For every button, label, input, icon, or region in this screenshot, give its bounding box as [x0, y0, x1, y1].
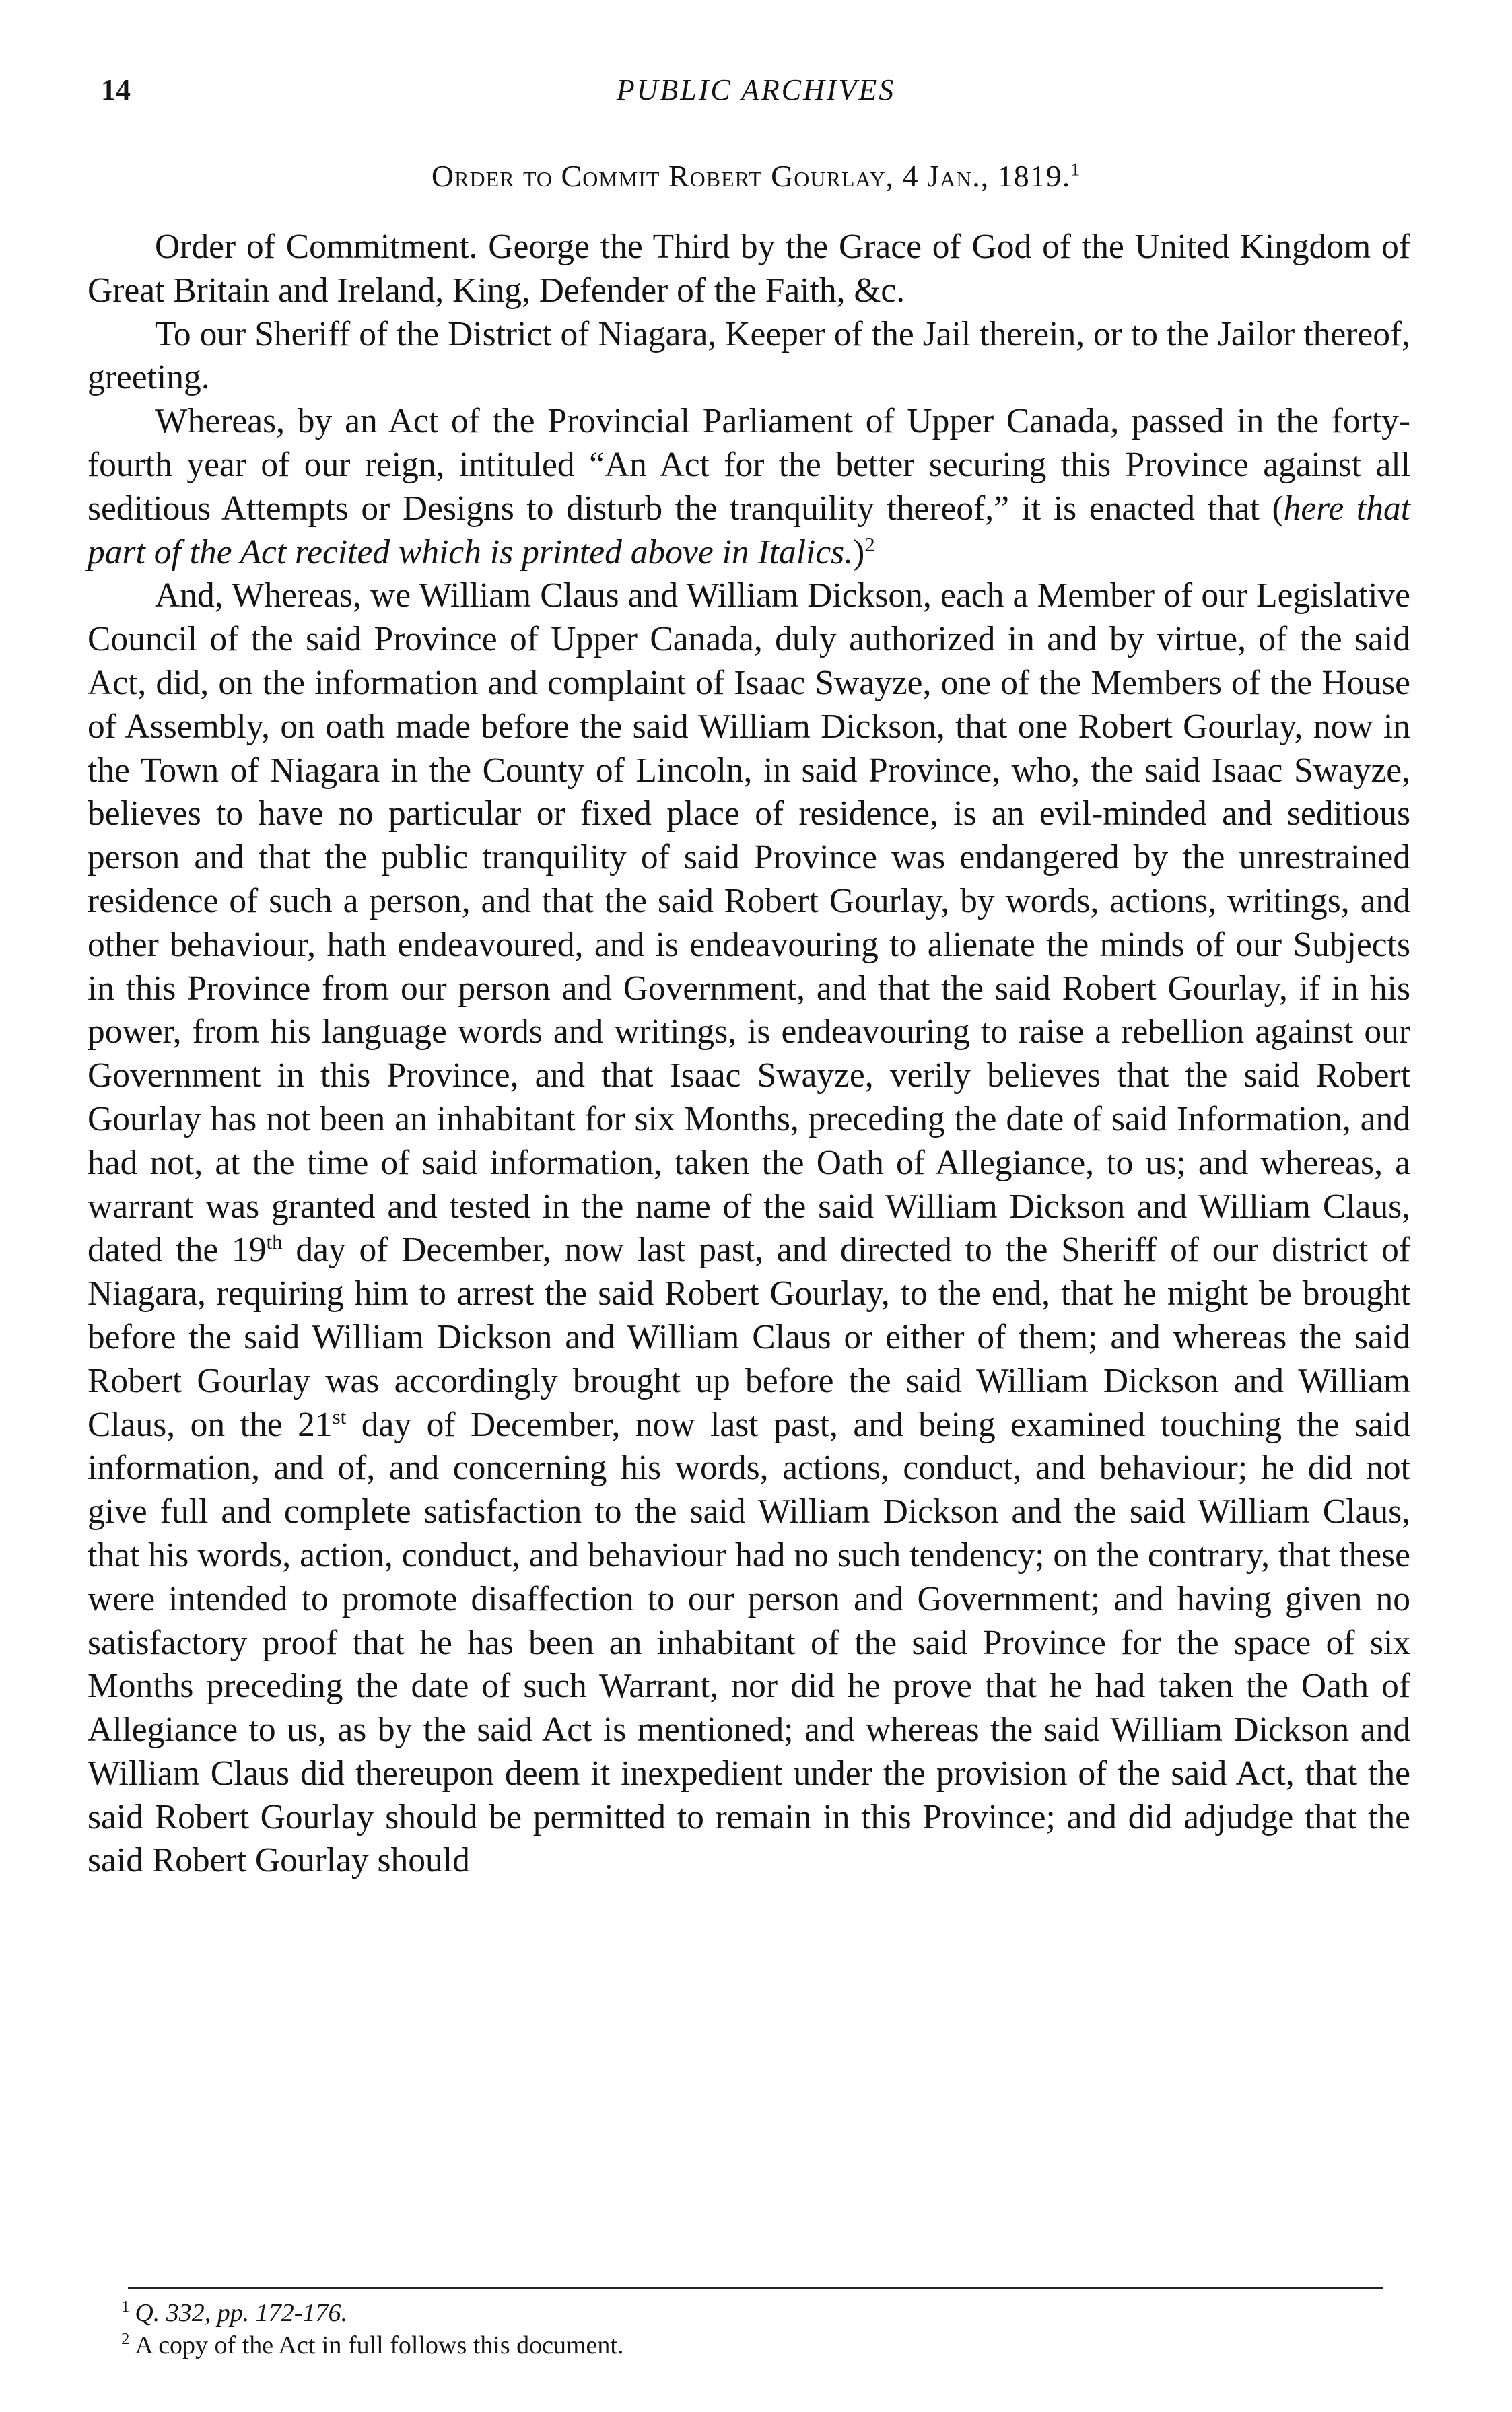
italic-note: here that part of the Act recited which is printed above in Italics. — [88, 489, 1411, 572]
footnote-ref: 2 — [864, 532, 875, 556]
paragraph-order-of-commitment: Order of Commitment. George the Third by the Grace of God of the United Kingdom of Great Britain and Ireland, King, Defender of the Faith, &c. — [88, 228, 1410, 310]
paragraph-address: To our Sheriff of the District of Niagara, Keeper of the Jail therein, or to the Jailor thereof, greeting. — [88, 314, 1410, 397]
paragraph-text: And, Whereas, we William Claus and William Dickson, each a Member of our Legislative Council of the said Province of Upper Canada, duly authorized in and by virtue, of the said Act, did, on the information and complaint of Isaac Swayze, one of the Members of the House of Assembly, on oath made before the said William Dickson, that one Robert Gourlay, now in the Town of Niagara in the County of Lincoln, in said Province, who, the said Isaac Swayze, believes to have no particular or fixed place of residence, is an evil-minded and seditious person and that the public tranquility of said Province was endangered by the unrestrained residence of such a person, and that the said Robert Gourlay, by words, actions, writings, and other behaviour, hath endeavoured, and is endeavouring to alienate the minds of our Subjects in this Province from our person and Government, and that the said Robert Gourlay, if in his power, from his language words and writings, is endeavouring to raise a rebellion against our Government in this Province, and that Isaac Swayze, verily believes that the said Robert Gourlay has not been an inhabitant for six Months, preceding the date of said Information, and had not, at the time of said information, taken the Oath of Allegiance, to us; and whereas, a warrant was granted and tested in the name of the said William Dickson and William Claus, dated the 19 — [88, 576, 1410, 1270]
ordinal-suffix: th — [266, 1230, 283, 1254]
paragraph-whereas-act — [88, 400, 1410, 574]
document-body — [88, 226, 1410, 1883]
paragraph-whereas-council — [88, 574, 1410, 1883]
footnote-number: 1 — [121, 2298, 130, 2316]
footnote-text: A copy of the Act in full follows this document. — [135, 2331, 624, 2359]
ordinal-suffix: st — [332, 1404, 347, 1428]
title-footnote-ref: 1 — [1070, 158, 1081, 180]
footnotes — [121, 2297, 623, 2362]
footnote-number: 2 — [121, 2330, 130, 2349]
paragraph-text: day of December, now last past, and directed to the Sheriff of our district of Niagara, requiring him to arrest the said Robert Gourlay, to the end, that he might be brought before the said William Dickson and William Claus or either of them; and whereas the said Robert Gourlay was accordingly brought up before the said William Dickson and William Claus, on the 21 — [88, 1231, 1410, 1444]
page-number: 14 — [101, 73, 131, 106]
document-title-text: Order to Commit Robert Gourlay, 4 Jan., 1819. — [431, 159, 1071, 193]
running-title: PUBLIC ARCHIVES — [616, 73, 896, 106]
paragraph-text: day of December, now last past, and being examined touching the said information, and of, and concerning his words, actions, conduct, and behaviour; he did not give full and complete satisfaction to the said William Dickson and the said William Claus, that his words, action, conduct, and behaviour had no such tendency; on the contrary, that these were intended to promote disaffection to our person and Government; and having given no satisfactory proof that he has been an inhabitant of the said Province for the space of six Months preceding the date of such Warrant, nor did he prove that he had taken the Oath of Allegiance to us, as by the said Act is mentioned; and whereas the said William Dickson and William Claus did thereupon deem it inexpedient under the provision of the said Act, that the said Robert Gourlay should be permitted to remain in this Province; and did adjudge that the said Robert Gourlay should — [88, 1405, 1410, 1880]
document-title — [0, 158, 1512, 194]
footnote-divider — [128, 2287, 1383, 2289]
page-header — [0, 73, 1512, 113]
footnote-2 — [121, 2329, 623, 2362]
footnote-text: Q. 332, pp. 172-176. — [135, 2299, 347, 2327]
paragraph-text: ) — [853, 532, 865, 572]
paragraph-text: Whereas, by an Act of the Provincial Parliament of Upper Canada, passed in the forty-fourth year of our reign, intituled “An Act for the better securing this Province against all seditious Attempts or Designs to disturb the tranquility thereof,” it is enacted that ( — [88, 402, 1410, 528]
footnote-1 — [121, 2297, 623, 2329]
